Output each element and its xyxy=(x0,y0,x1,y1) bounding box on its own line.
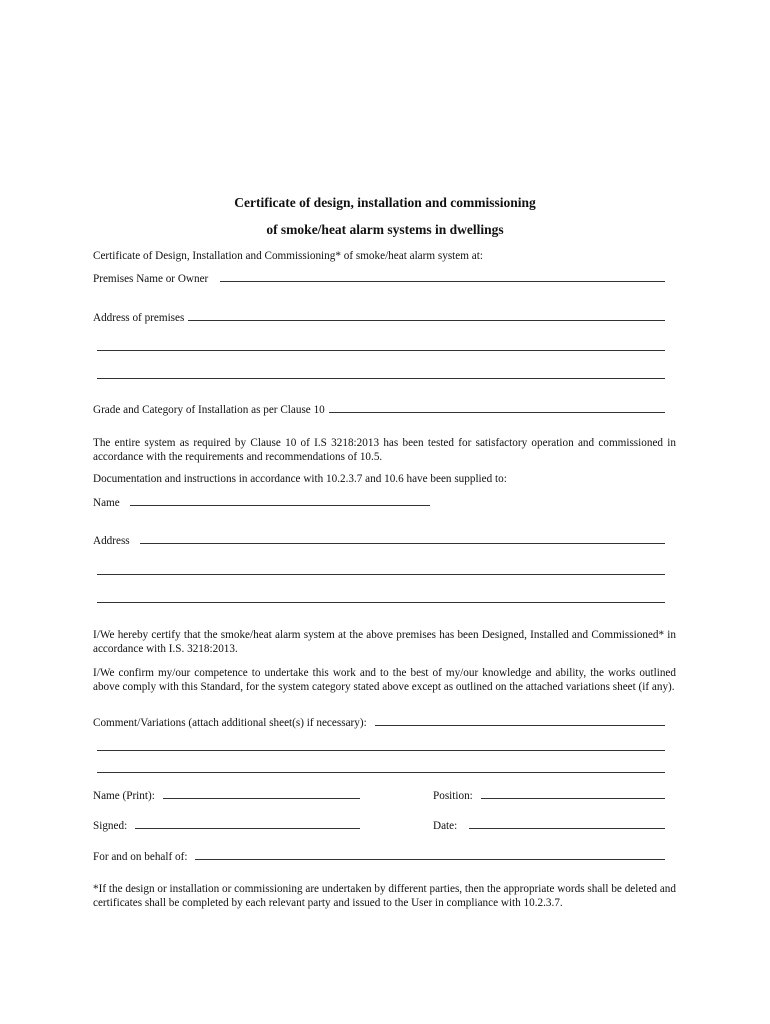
address-field-line-2[interactable] xyxy=(97,350,665,351)
premises-row xyxy=(93,273,665,285)
intro-text: Certificate of Design, Installation and Commissioning* of smoke/heat alarm system at: xyxy=(93,250,483,262)
comment-field[interactable] xyxy=(375,725,665,726)
behalf-field[interactable] xyxy=(195,859,665,860)
grade-label: Grade and Category of Installation as per Clause 10 xyxy=(93,404,325,416)
comment-label: Comment/Variations (attach additional sheet(s) if necessary): xyxy=(93,717,367,729)
comment-field-line-3[interactable] xyxy=(97,772,665,773)
confirm-text: I/We confirm my/our competence to undertake this work and to the best of my/our knowledge and ability, the works outlined above comply with this Standard, for the system category stated above except as outlined on the attached variations sheet (if any). xyxy=(93,667,676,693)
comment-field-line-2[interactable] xyxy=(97,750,665,751)
address2-field-line-3[interactable] xyxy=(97,602,665,603)
signed-row xyxy=(93,820,360,832)
grade-row xyxy=(93,404,665,416)
certify-text: I/We hereby certify that the smoke/heat alarm system at the above premises has been Designed, Installed and Commissioned* in accordance with I.S. 3218:2013. xyxy=(93,629,676,655)
address2-label: Address xyxy=(93,535,130,547)
tested-text: The entire system as required by Clause 10 of I.S 3218:2013 has been tested for satisfactory operation and commissioned in accordance with the requirements and recommendations of 10.5. xyxy=(93,437,676,463)
documentation-text: Documentation and instructions in accordance with 10.2.3.7 and 10.6 have been supplied to: xyxy=(93,473,507,485)
behalf-label: For and on behalf of: xyxy=(93,851,188,863)
address2-field[interactable] xyxy=(140,543,665,544)
address2-row xyxy=(93,535,665,547)
address-label: Address of premises xyxy=(93,312,185,324)
document-title: Certificate of design, installation and commissioning xyxy=(234,195,536,210)
date-row xyxy=(433,820,665,832)
signed-label: Signed: xyxy=(93,820,128,832)
name-label: Name xyxy=(93,497,120,509)
date-field[interactable] xyxy=(469,828,665,829)
position-field[interactable] xyxy=(481,798,665,799)
name-print-label: Name (Print): xyxy=(93,790,155,802)
name-field[interactable] xyxy=(130,505,430,506)
footnote-text: *If the design or installation or commissioning are undertaken by different parties, then the appropriate words shall be deleted and certificates shall be completed by each relevant party and issued to the User in compliance with 10.2.3.7. xyxy=(93,883,676,909)
signed-field[interactable] xyxy=(135,828,360,829)
address-field-line-3[interactable] xyxy=(97,378,665,379)
position-row xyxy=(433,790,665,802)
name-print-row xyxy=(93,790,360,802)
premises-label: Premises Name or Owner xyxy=(93,273,209,285)
behalf-row xyxy=(93,851,665,863)
name-print-field[interactable] xyxy=(163,798,360,799)
address2-field-line-2[interactable] xyxy=(97,574,665,575)
name-row xyxy=(93,497,430,509)
position-label: Position: xyxy=(433,790,473,802)
premises-field[interactable] xyxy=(220,281,665,282)
document-subtitle: of smoke/heat alarm systems in dwellings xyxy=(266,222,504,237)
grade-field[interactable] xyxy=(329,412,665,413)
address-row xyxy=(93,312,665,324)
address-field[interactable] xyxy=(188,320,665,321)
comment-row xyxy=(93,717,665,729)
date-label: Date: xyxy=(433,820,458,832)
